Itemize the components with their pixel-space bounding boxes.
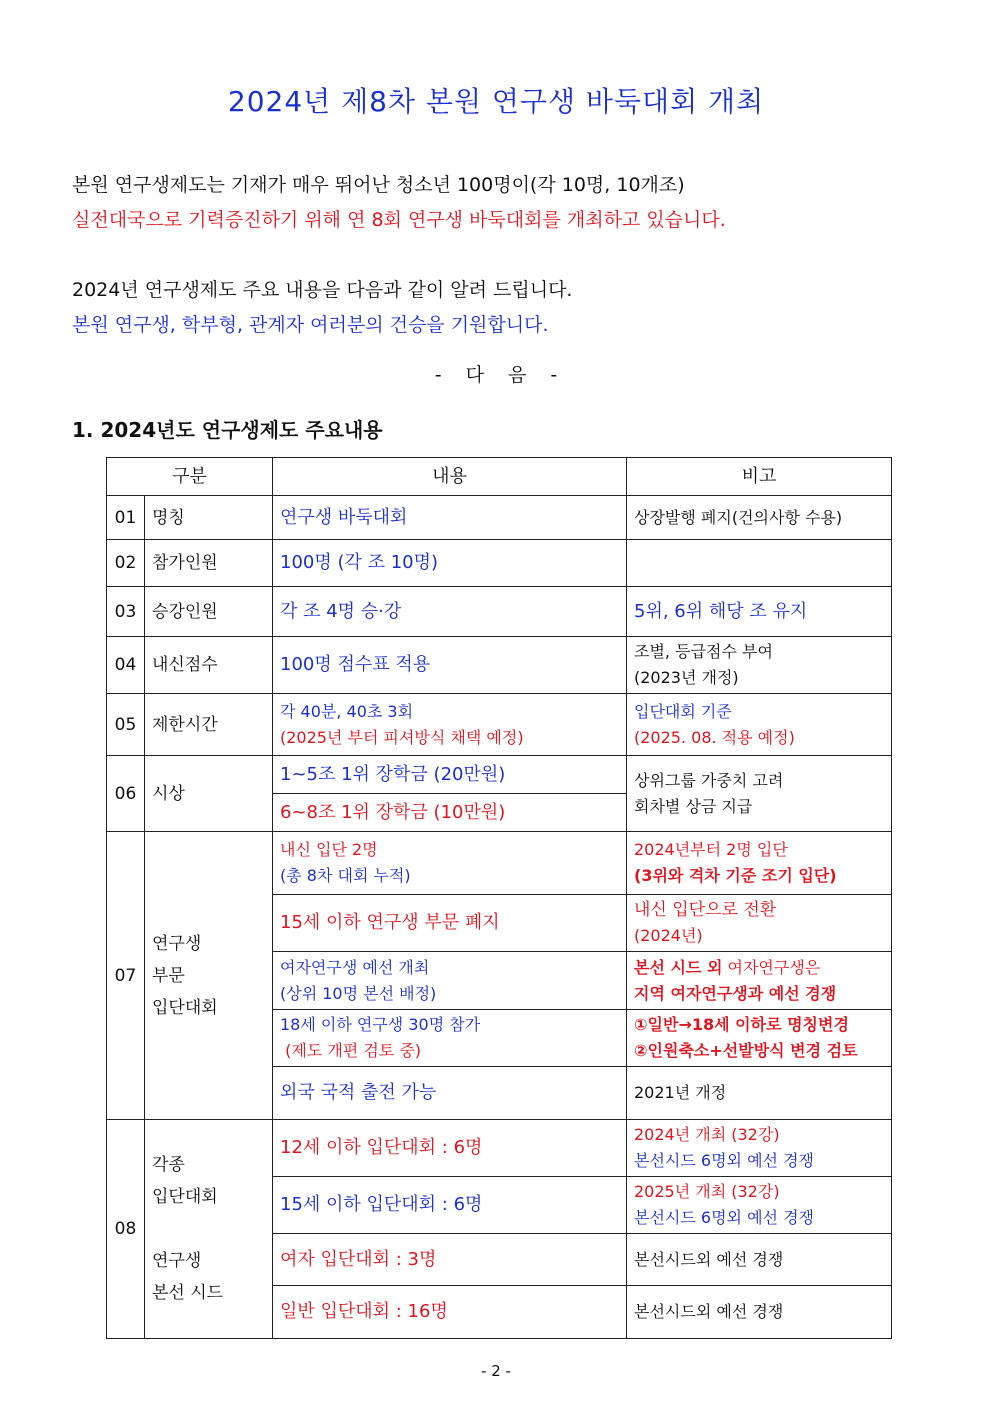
- row-number: 07: [107, 832, 145, 1120]
- note-line: ②인원축소+선발방식 변경 검토: [634, 1041, 858, 1060]
- row-note: 본선시드외 예선 경쟁: [627, 1286, 892, 1339]
- intro-line-1: 본원 연구생제도는 기재가 매우 뛰어난 청소년 100명이(각 10명, 10개조): [72, 174, 685, 196]
- table-header-row: [107, 458, 892, 496]
- intro-line-2: 실전대국으로 기력증진하기 위해 연 8회 연구생 바둑대회를 개최하고 있습니다.: [72, 209, 726, 231]
- intro-line-4: 본원 연구생, 학부형, 관계자 여러분의 건승을 기원합니다.: [72, 314, 549, 336]
- table-row-06a: [107, 756, 892, 794]
- note-line: [634, 955, 884, 981]
- header-content: 내용: [273, 458, 627, 496]
- header-category: 구분: [107, 458, 273, 496]
- row-number: 04: [107, 637, 145, 694]
- table-row-08a: [107, 1120, 892, 1177]
- note-line: 지역 여자연구생과 예선 경쟁: [634, 983, 837, 1003]
- table-row-07a: [107, 832, 892, 895]
- content-line: 여자연구생 예선 개최: [280, 957, 430, 977]
- note-fragment: 본선 시드 외: [634, 957, 723, 977]
- row-note: [627, 756, 892, 832]
- row-note: [627, 694, 892, 756]
- label-spacer: [152, 1213, 265, 1245]
- note-line: (3위와 격차 기준 조기 입단): [634, 866, 837, 885]
- content-line: 각 40분, 40초 3회: [280, 701, 414, 721]
- row-content: 여자 입단대회 : 3명: [273, 1234, 627, 1286]
- row-label: 제한시간: [145, 694, 273, 756]
- page-number: - 2 -: [481, 1362, 511, 1380]
- row-label: 명칭: [145, 496, 273, 540]
- row-label: [145, 832, 273, 1120]
- row-content: 연구생 바둑대회: [273, 496, 627, 540]
- row-label: 참가인원: [145, 540, 273, 587]
- row-content: [273, 832, 627, 895]
- note-line: (2024년): [634, 926, 703, 945]
- row-content: 15세 이하 입단대회 : 6명: [273, 1177, 627, 1234]
- note-line: 조별, 등급점수 부여: [634, 642, 773, 661]
- intro-line-3: 2024년 연구생제도 주요 내용을 다음과 같이 알려 드립니다.: [72, 279, 573, 301]
- row-number: 03: [107, 587, 145, 637]
- row-label: 시상: [145, 756, 273, 832]
- note-line: 내신 입단으로 전환: [634, 900, 777, 920]
- label-line: 본선 시드: [152, 1283, 224, 1303]
- note-line: 상위그룹 가중치 고려: [634, 770, 784, 790]
- row-number: 01: [107, 496, 145, 540]
- row-note: 본선시드외 예선 경쟁: [627, 1234, 892, 1286]
- row-label: 내신점수: [145, 637, 273, 694]
- row-note: 5위, 6위 해당 조 유지: [627, 587, 892, 637]
- row-content: 100명 (각 조 10명): [273, 540, 627, 587]
- row-content: 15세 이하 연구생 부문 폐지: [273, 895, 627, 952]
- note-line: 본선시드 6명외 예선 경쟁: [634, 1151, 814, 1170]
- row-note: [627, 895, 892, 952]
- row-content: [273, 952, 627, 1010]
- note-line: 입단대회 기준: [634, 701, 732, 721]
- content-line: (제도 개편 검토 중): [280, 1041, 422, 1060]
- content-line: (2025년 부터 피셔방식 채택 예정): [280, 727, 524, 747]
- header-note: 비고: [627, 458, 892, 496]
- note-line: 2025년 개최 (32강): [634, 1182, 780, 1201]
- note-line: 2024년 개최 (32강): [634, 1125, 780, 1144]
- table-row-01: [107, 496, 892, 540]
- section-title: 1. 2024년도 연구생제도 주요내용: [72, 418, 383, 442]
- row-number: 02: [107, 540, 145, 587]
- label-line: 입단대회: [152, 1187, 218, 1207]
- note-line: (2023년 개정): [634, 668, 739, 687]
- note-line: 본선시드 6명외 예선 경쟁: [634, 1208, 814, 1227]
- row-note: 상장발행 폐지(건의사항 수용): [627, 496, 892, 540]
- document-title: 2024년 제8차 본원 연구생 바둑대회 개최: [227, 85, 765, 118]
- label-line: 부문: [152, 965, 185, 986]
- note-line: 2024년부터 2명 입단: [634, 840, 788, 859]
- row-note: [627, 540, 892, 587]
- note-fragment: 여자연구생은: [722, 957, 821, 977]
- row-content: 각 조 4명 승·강: [273, 587, 627, 637]
- row-content: 100명 점수표 적용: [273, 637, 627, 694]
- row-number: 05: [107, 694, 145, 756]
- row-number: 06: [107, 756, 145, 832]
- row-note: [627, 1010, 892, 1067]
- row-note: [627, 952, 892, 1010]
- row-note: [627, 832, 892, 895]
- row-note: 2021년 개정: [627, 1067, 892, 1120]
- label-line: 입단대회: [152, 997, 218, 1018]
- row-note: [627, 1177, 892, 1234]
- note-line: 회차별 상금 지급: [634, 796, 753, 816]
- content-line: (총 8차 대회 누적): [280, 866, 411, 885]
- row-content: [273, 694, 627, 756]
- row-note: [627, 637, 892, 694]
- row-content: 6~8조 1위 장학금 (10만원): [273, 794, 627, 832]
- content-line: 내신 입단 2명: [280, 840, 378, 859]
- label-line: 연구생: [152, 1251, 202, 1271]
- label-line: 연구생: [152, 933, 202, 954]
- note-line: ①일반→18세 이하로 명칭변경: [634, 1015, 849, 1034]
- row-content: 외국 국적 출전 가능: [273, 1067, 627, 1120]
- row-content: 12세 이하 입단대회 : 6명: [273, 1120, 627, 1177]
- row-note: [627, 1120, 892, 1177]
- table-row-02: [107, 540, 892, 587]
- row-label: 승강인원: [145, 587, 273, 637]
- note-line: (2025. 08. 적용 예정): [634, 727, 795, 747]
- table-row-03: [107, 587, 892, 637]
- summary-table: [106, 457, 892, 1339]
- row-number: 08: [107, 1120, 145, 1339]
- row-content: 일반 입단대회 : 16명: [273, 1286, 627, 1339]
- content-line: 18세 이하 연구생 30명 참가: [280, 1015, 481, 1034]
- table-row-05: [107, 694, 892, 756]
- content-line: (상위 10명 본선 배정): [280, 983, 437, 1003]
- da-eum-heading: - 다 음 -: [434, 364, 558, 386]
- row-content: 1~5조 1위 장학금 (20만원): [273, 756, 627, 794]
- row-content: [273, 1010, 627, 1067]
- label-line: 각종: [152, 1155, 185, 1175]
- row-label: [145, 1120, 273, 1339]
- table-row-04: [107, 637, 892, 694]
